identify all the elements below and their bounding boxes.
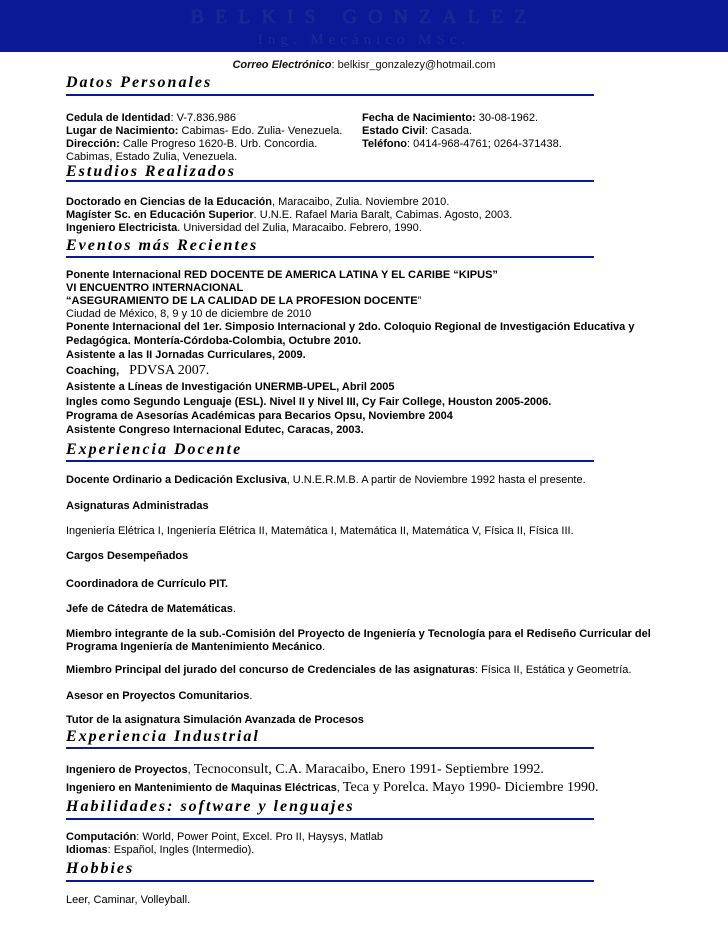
evento-line: Ciudad de México, 8, 9 y 10 de diciembre de 2010 [66,308,312,320]
docente-line: Asignaturas Administradas [66,500,209,512]
evento-line: Ponente Internacional RED DOCENTE DE AMERICA LATINA Y EL CARIBE “KIPUS” [66,269,498,281]
evento-line: Asistente a las II Jornadas Curriculares, 2009. [66,349,306,361]
estudio-1: Doctorado en Ciencias de la Educación, Maracaibo, Zulia. Noviembre 2010. [66,196,450,208]
habilidad-line: Idiomas: Español, Ingles (Intermedio). [66,844,255,856]
docente-line: Docente Ordinario a Dedicación Exclusiva, U.N.E.R.M.B. A partir de Noviembre 1992 hasta el presente. [66,474,586,486]
section-rule [66,880,594,882]
section-title-estudios: Estudios Realizados [66,163,237,180]
section-rule [66,256,594,258]
evento-line: Ingles como Segundo Lenguaje (ESL). Nivel II y Nivel III, Cy Fair College, Houston 2005-2006. [66,396,552,408]
docente-line: Programa Ingeniería de Mantenimiento Mecánico. [66,641,326,653]
section-rule [66,460,594,462]
section-rule [66,180,594,182]
docente-line: Coordinadora de Currículo PIT. [66,578,228,590]
header-banner [0,0,728,52]
telefono-line: Teléfono: 0414-968-4761; 0264-371438. [362,138,562,150]
section-title-habilidades: Habilidades: software y lenguajes [66,798,355,815]
direccion-line: Dirección: Calle Progreso 1620-B. Urb. Concordia. [66,138,318,150]
section-title-eventos: Eventos más Recientes [66,237,259,254]
email-line [0,59,728,72]
email-value: : belkisr_gonzalezy@hotmail.com [331,59,496,71]
section-rule [66,94,594,96]
section-title-hobbies: Hobbies [66,860,135,877]
section-rule [66,818,594,820]
docente-line: Cargos Desempeñados [66,550,189,562]
section-title-industrial: Experiencia Industrial [66,728,260,745]
docente-line: Ingeniería Elétrica I, Ingeniería Elétrica II, Matemática I, Matemática II, Matemática V, Física II, Física III. [66,525,574,537]
evento-line: Coaching, PDVSA 2007. [66,363,210,378]
lugar-line: Lugar de Nacimiento: Cabimas- Edo. Zulia- Venezuela. [66,125,343,137]
cedula-line: Cedula de Identidad: V-7.836.986 [66,112,236,124]
evento-line: Asistente a Líneas de Investigación UNERMB-UPEL, Abril 2005 [66,381,395,393]
docente-line: Tutor de la asignatura Simulación Avanzada de Procesos [66,714,364,726]
industrial-line: Ingeniero en Mantenimiento de Maquinas Eléctricas, Teca y Porelca. Mayo 1990- Diciembre 1990. [66,780,599,795]
direccion-cont: Cabimas, Estado Zulia, Venezuela. [66,151,238,163]
candidate-name: BELKIS GONZALEZ [190,6,538,28]
evento-line: Programa de Asesorías Académicas para Becarios Opsu, Noviembre 2004 [66,410,453,422]
docente-line: Asesor en Proyectos Comunitarios. [66,690,253,702]
hobbies-line: Leer, Caminar, Volleyball. [66,894,191,906]
industrial-line: Ingeniero de Proyectos, Tecnoconsult, C.A. Maracaibo, Enero 1991- Septiembre 1992. [66,762,544,777]
docente-line: Miembro integrante de la sub.-Comisión del Proyecto de Ingeniería y Tecnología para el Rediseño Curricular del [66,628,651,640]
evento-line: “ASEGURAMIENTO DE LA CALIDAD DE LA PROFESION DOCENTE” [66,295,422,307]
docente-line: Miembro Principal del jurado del concurso de Credenciales de las asignaturas: Física II, Estática y Geometría. [66,664,632,676]
estudio-2: Magíster Sc. en Educación Superior. U.N.E. Rafael Maria Baralt, Cabimas. Agosto, 2003. [66,209,513,221]
evento-line: Pedagógica. Montería-Córdoba-Colombia, Octubre 2010. [66,335,362,347]
evento-line: VI ENCUENTRO INTERNACIONAL [66,282,244,294]
estudio-3: Ingeniero Electricista. Universidad del Zulia, Maracaibo. Febrero, 1990. [66,222,422,234]
section-title-docente: Experiencia Docente [66,441,243,458]
evento-line: Asistente Congreso Internacional Edutec, Caracas, 2003. [66,424,364,436]
evento-line: Ponente Internacional del 1er. Simposio Internacional y 2do. Coloquio Regional de Investigación Educativa y [66,321,635,333]
section-rule [66,747,594,749]
candidate-title: Ing. Mecánico MSc. [257,32,471,48]
habilidad-line: Computación: World, Power Point, Excel. Pro II, Haysys, Matlab [66,831,384,843]
fecha-line: Fecha de Nacimiento: 30-08-1962. [362,112,539,124]
section-title-datos: Datos Personales [66,74,213,91]
civil-line: Estado Civil: Casada. [362,125,473,137]
docente-line: Jefe de Cátedra de Matemáticas. [66,603,236,615]
email-label: Correo Electrónico [232,59,332,71]
